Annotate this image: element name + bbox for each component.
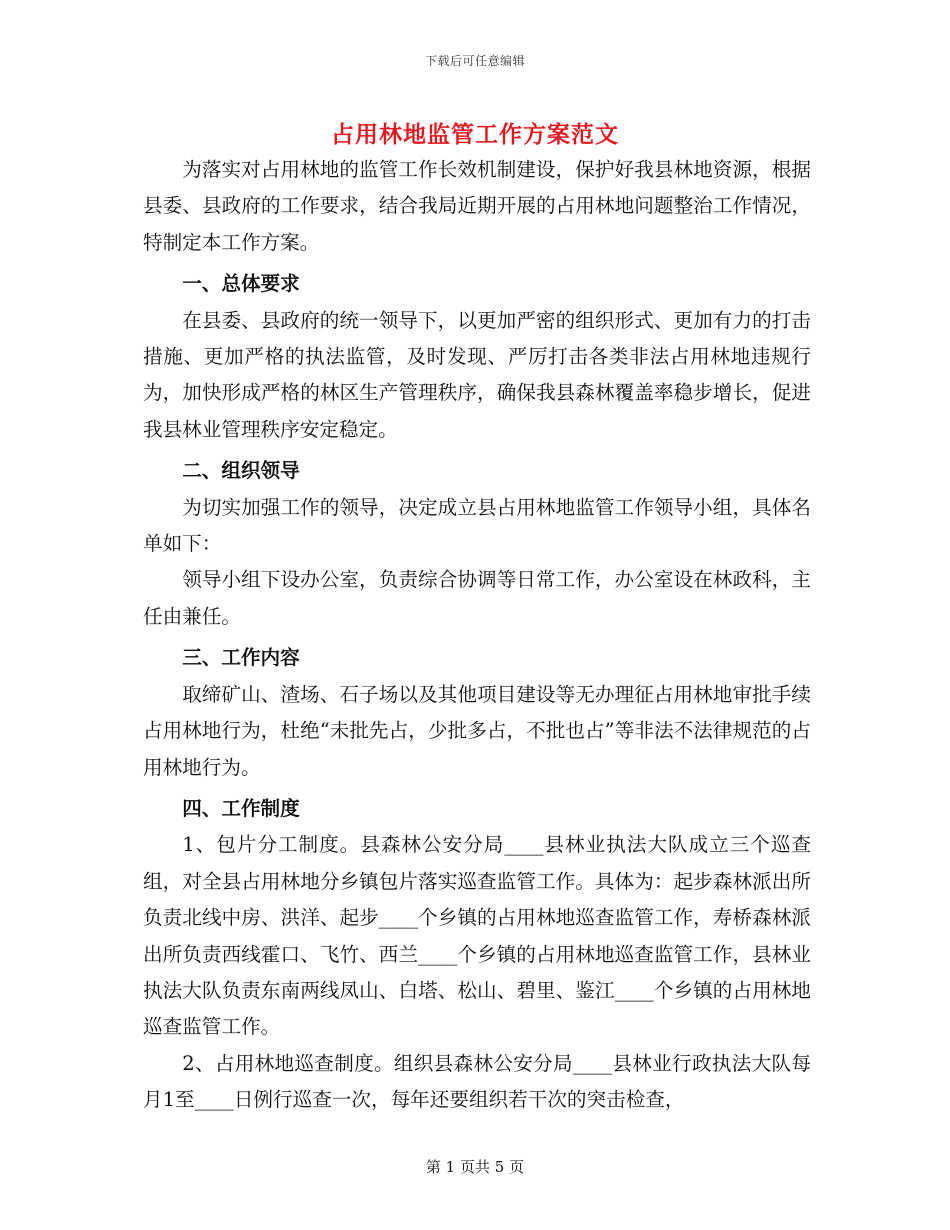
section-heading-2: 二、组织领导 bbox=[182, 459, 300, 483]
intro-paragraph: 为落实对占用林地的监管工作长效机制建设，保护好我县林地资源，根据县委、县政府的工作要求，结合我局近期开展的占用林地问题整治工作情况，特制定本工作方案。 bbox=[143, 158, 811, 254]
header-note: 下载后可任意编辑 bbox=[424, 54, 525, 68]
page-number: 第 1 页共 5 页 bbox=[425, 1158, 525, 1176]
section-heading-1: 一、总体要求 bbox=[182, 272, 300, 296]
section-4-paragraph-1: 1、包片分工制度。县森林公安分局____县林业执法大队成立三个巡查组，对全县占用林地分乡镇包片落实巡查监管工作。具体为：起步森林派出所负责北线中房、洪洋、起步____个乡镇的占用林地巡查监管工作，寿桥森林派出所负责西线霍口、飞竹、西兰____个乡镇的占用林地巡查监管工作，县林业执法大队负责东南两线凤山、白塔、松山、碧里、鉴江____个乡镇的占用林地巡查监管工作。 bbox=[143, 833, 811, 1039]
document-title: 占用林地监管工作方案范文 bbox=[331, 121, 619, 148]
section-4-paragraph-2: 2、占用林地巡查制度。组织县森林公安分局____县林业行政执法大队每月1至____日例行巡查一次，每年还要组织若干次的突击检查， bbox=[143, 1051, 811, 1112]
section-2-paragraph-2: 领导小组下设办公室，负责综合协调等日常工作，办公室设在林政科，主任由兼任。 bbox=[143, 568, 811, 628]
section-heading-3: 三、工作内容 bbox=[182, 646, 300, 670]
document-body bbox=[143, 152, 811, 1119]
section-2-paragraph-1: 为切实加强工作的领导，决定成立县占用林地监管工作领导小组，具体名单如下： bbox=[143, 495, 811, 556]
section-3-paragraph-1: 取缔矿山、渣场、石子场以及其他项目建设等无办理征占用林地审批手续占用林地行为，杜绝“未批先占，少批多占，不批也占”等非法不法律规范的占用林地行为。 bbox=[143, 682, 811, 779]
section-1-paragraph-1: 在县委、县政府的统一领导下，以更加严密的组织形式、更加有力的打击措施、更加严格的执法监管，及时发现、严厉打击各类非法占用林地违规行为，加快形成严格的林区生产管理秩序，确保我县森林覆盖率稳步增长，促进我县林业管理秩序安定稳定。 bbox=[143, 308, 811, 441]
section-heading-4: 四、工作制度 bbox=[182, 796, 300, 820]
